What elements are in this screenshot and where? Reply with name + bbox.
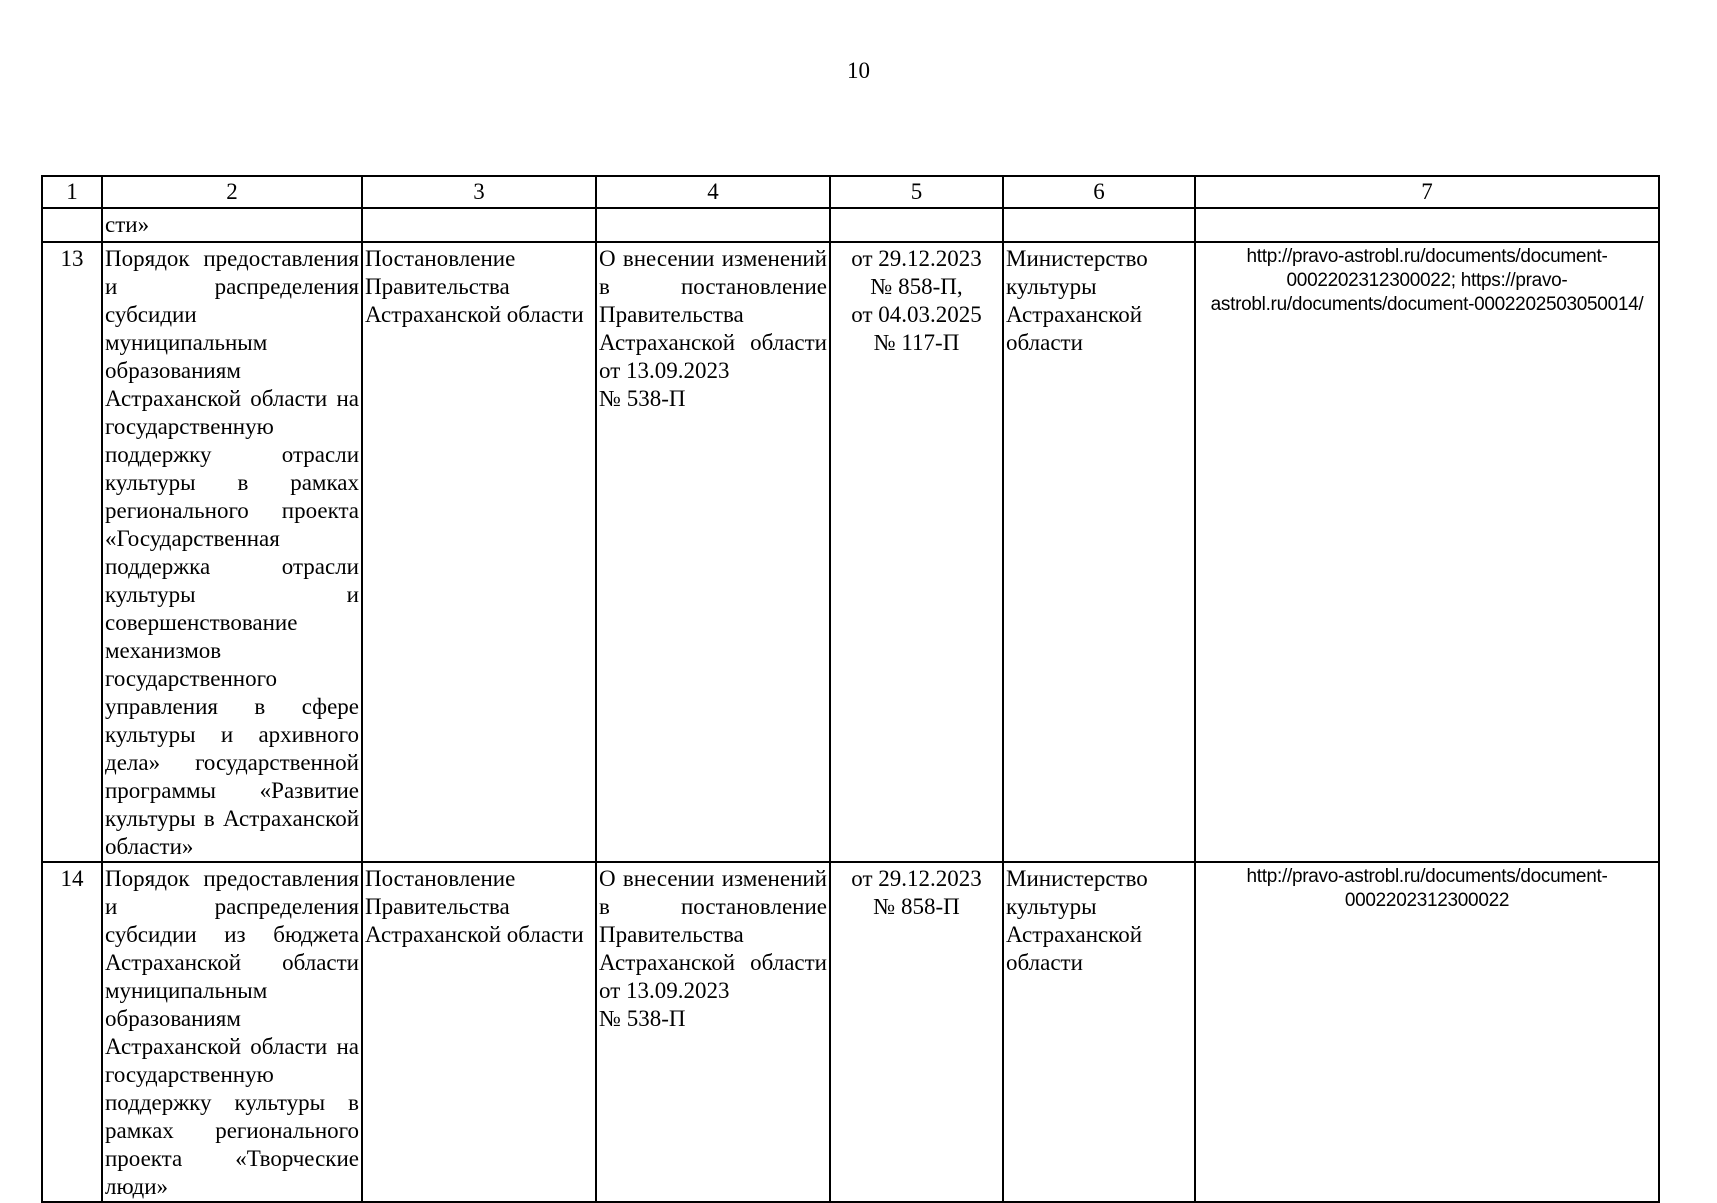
continuation-cell-act-title [596,208,830,242]
column-number-2: 2 [102,176,362,208]
act-type-cell: Постановление Правительства Астраханской области [362,242,596,862]
row-number: 14 [42,862,102,1202]
column-number-5: 5 [830,176,1003,208]
table-row [42,242,1659,862]
authority-cell: Министерство культуры Астраханской области [1003,862,1195,1202]
url-cell: http://pravo-astrobl.ru/documents/document-0002202312300022; https://pravo-astrobl.ru/documents/document-0002202503050014/ [1195,242,1659,862]
procedure-cell: Порядок предоставления и распределения субсидии из бюджета Астраханской области муниципальным образованиям Астраханской области на государственную поддержку культуры в рамках регионального проекта «Творческие люди» [102,862,362,1202]
column-number-4: 4 [596,176,830,208]
act-title-cell: О внесении изменений в постановление Правительства Астраханской области от 13.09.2023 № 538-П [596,862,830,1202]
procedure-cell: Порядок предоставления и распределения субсидии муниципальным образованиям Астраханской области на государственную поддержку отрасли культуры в рамках регионального проекта «Государственная поддержка отрасли культуры и совершенствование механизмов государственного управления в сфере культуры и архивного дела» государственной программы «Развитие культуры в Астраханской области» [102,242,362,862]
column-number-7: 7 [1195,176,1659,208]
continuation-cell-num [42,208,102,242]
continuation-cell-authority [1003,208,1195,242]
table-row [42,862,1659,1202]
continuation-cell-procedure: сти» [102,208,362,242]
act-type-cell: Постановление Правительства Астраханской области [362,862,596,1202]
continuation-cell-act-type [362,208,596,242]
column-number-1: 1 [42,176,102,208]
act-dates-cell: от 29.12.2023 № 858-П, от 04.03.2025 № 117-П [830,242,1003,862]
registry-table [41,175,1660,1203]
column-number-3: 3 [362,176,596,208]
continuation-row [42,208,1659,242]
continuation-cell-url [1195,208,1659,242]
authority-cell: Министерство культуры Астраханской области [1003,242,1195,862]
row-number: 13 [42,242,102,862]
column-number-6: 6 [1003,176,1195,208]
page-number: 10 [847,58,870,83]
act-title-cell: О внесении изменений в постановление Правительства Астраханской области от 13.09.2023 № 538-П [596,242,830,862]
url-cell: http://pravo-astrobl.ru/documents/document-0002202312300022 [1195,862,1659,1202]
column-number-row [42,176,1659,208]
act-dates-cell: от 29.12.2023 № 858-П [830,862,1003,1202]
continuation-cell-act-dates [830,208,1003,242]
